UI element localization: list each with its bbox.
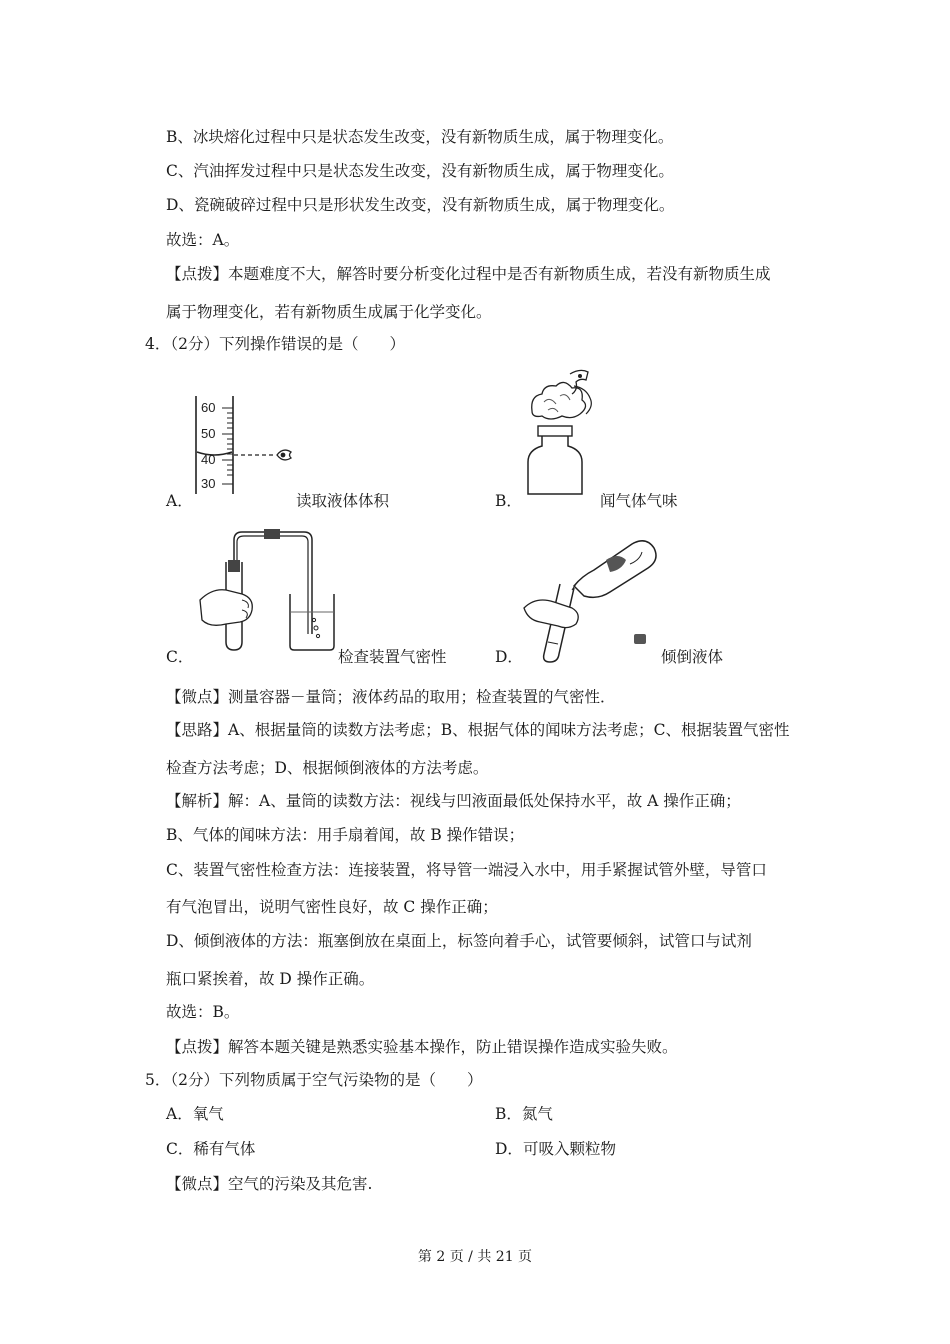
cylinder-tick-30: 30 [201,476,216,491]
q5-option-b [495,1104,553,1124]
cylinder-tick-60: 60 [201,400,216,415]
q5-option-a-text: 氧气 [192,1105,224,1123]
q4-option-b-caption: 闻气体气味 [600,492,678,510]
q5-option-d-letter: D． [495,1140,523,1158]
q4-option-d-letter: D． [495,648,523,666]
q3-answer: 故选：A。 [166,231,240,249]
q3-tip-line1: 【点拨】本题难度不大，解答时要分析变化过程中是否有新物质生成，若没有新物质生成 [166,265,771,283]
q4-option-c-caption: 检查装置气密性 [338,648,447,666]
page-footer: 第 2 页 / 共 21 页 [417,1249,533,1265]
pouring-liquid-figure [522,530,662,664]
q4-idea-line1: 【思路】A、根据量筒的读数方法考虑；B、根据气体的闻味方法考虑；C、根据装置气密性 [166,721,790,739]
q4-option-a-caption: 读取液体体积 [296,492,390,510]
q5-option-d [495,1139,616,1159]
airtightness-figure [196,524,346,654]
q4-option-a-letter: A． [166,492,193,510]
q5-knowledge: 【微点】空气的污染及其危害. [166,1175,373,1193]
q3-line-c: C、汽油挥发过程中只是状态发生改变，没有新物质生成，属于物理变化。 [166,162,674,180]
q4-analysis-line3: C、装置气密性检查方法：连接装置，将导管一端浸入水中，用手紧握试管外壁，导管口 [166,861,767,879]
q5-option-a [166,1104,224,1124]
q4-option-b-letter: B． [495,492,522,510]
graduated-cylinder-figure [192,394,302,498]
cylinder-tick-50: 50 [201,426,216,441]
q4-tip: 【点拨】解答本题关键是熟悉实验基本操作，防止错误操作造成实验失败。 [166,1038,678,1056]
q5-option-b-letter: B． [495,1105,522,1123]
q4-answer: 故选：B。 [166,1003,240,1021]
q4-idea-line2: 检查方法考虑；D、根据倾倒液体的方法考虑。 [166,759,489,777]
q3-line-d: D、瓷碗破碎过程中只是形状发生改变，没有新物质生成，属于物理变化。 [166,196,675,214]
q5-option-c-text: 稀有气体 [193,1140,256,1158]
q3-line-b: B、冰块熔化过程中只是状态发生改变，没有新物质生成，属于物理变化。 [166,128,674,146]
q4-knowledge: 【微点】测量容器－量筒；液体药品的取用；检查装置的气密性． [166,688,616,706]
q4-option-c-letter: C． [166,648,194,666]
eye-icon [277,450,291,460]
q4-analysis-line1: 【解析】解：A、量筒的读数方法：视线与凹液面最低处保持水平，故 A 操作正确； [166,792,741,810]
q4-option-d-caption: 倾倒液体 [661,648,724,666]
q5-option-c [166,1139,255,1159]
cylinder-tick-40: 40 [201,452,216,467]
q3-tip-line2: 属于物理变化，若有新物质生成属于化学变化。 [166,303,492,321]
q5-option-c-letter: C． [166,1140,194,1158]
q4-analysis-line2: B、气体的闻味方法：用手扇着闻，故 B 操作错误； [166,826,525,844]
q5-stem: 5．（2分）下列物质属于空气污染物的是（ ） [145,1071,483,1089]
q4-analysis-line4: 有气泡冒出，说明气密性良好，故 C 操作正确； [166,898,498,916]
q4-stem: 4．（2分）下列操作错误的是（ ） [145,335,405,353]
q4-analysis-line5: D、倾倒液体的方法：瓶塞倒放在桌面上，标签向着手心，试管要倾斜，试管口与试剂 [166,932,752,950]
q5-option-d-text: 可吸入颗粒物 [522,1140,616,1158]
gas-bottle-figure [520,366,610,498]
q5-option-a-letter: A． [166,1105,193,1123]
q5-option-b-text: 氮气 [521,1105,553,1123]
q4-analysis-line6: 瓶口紧挨着，故 D 操作正确。 [166,970,375,988]
